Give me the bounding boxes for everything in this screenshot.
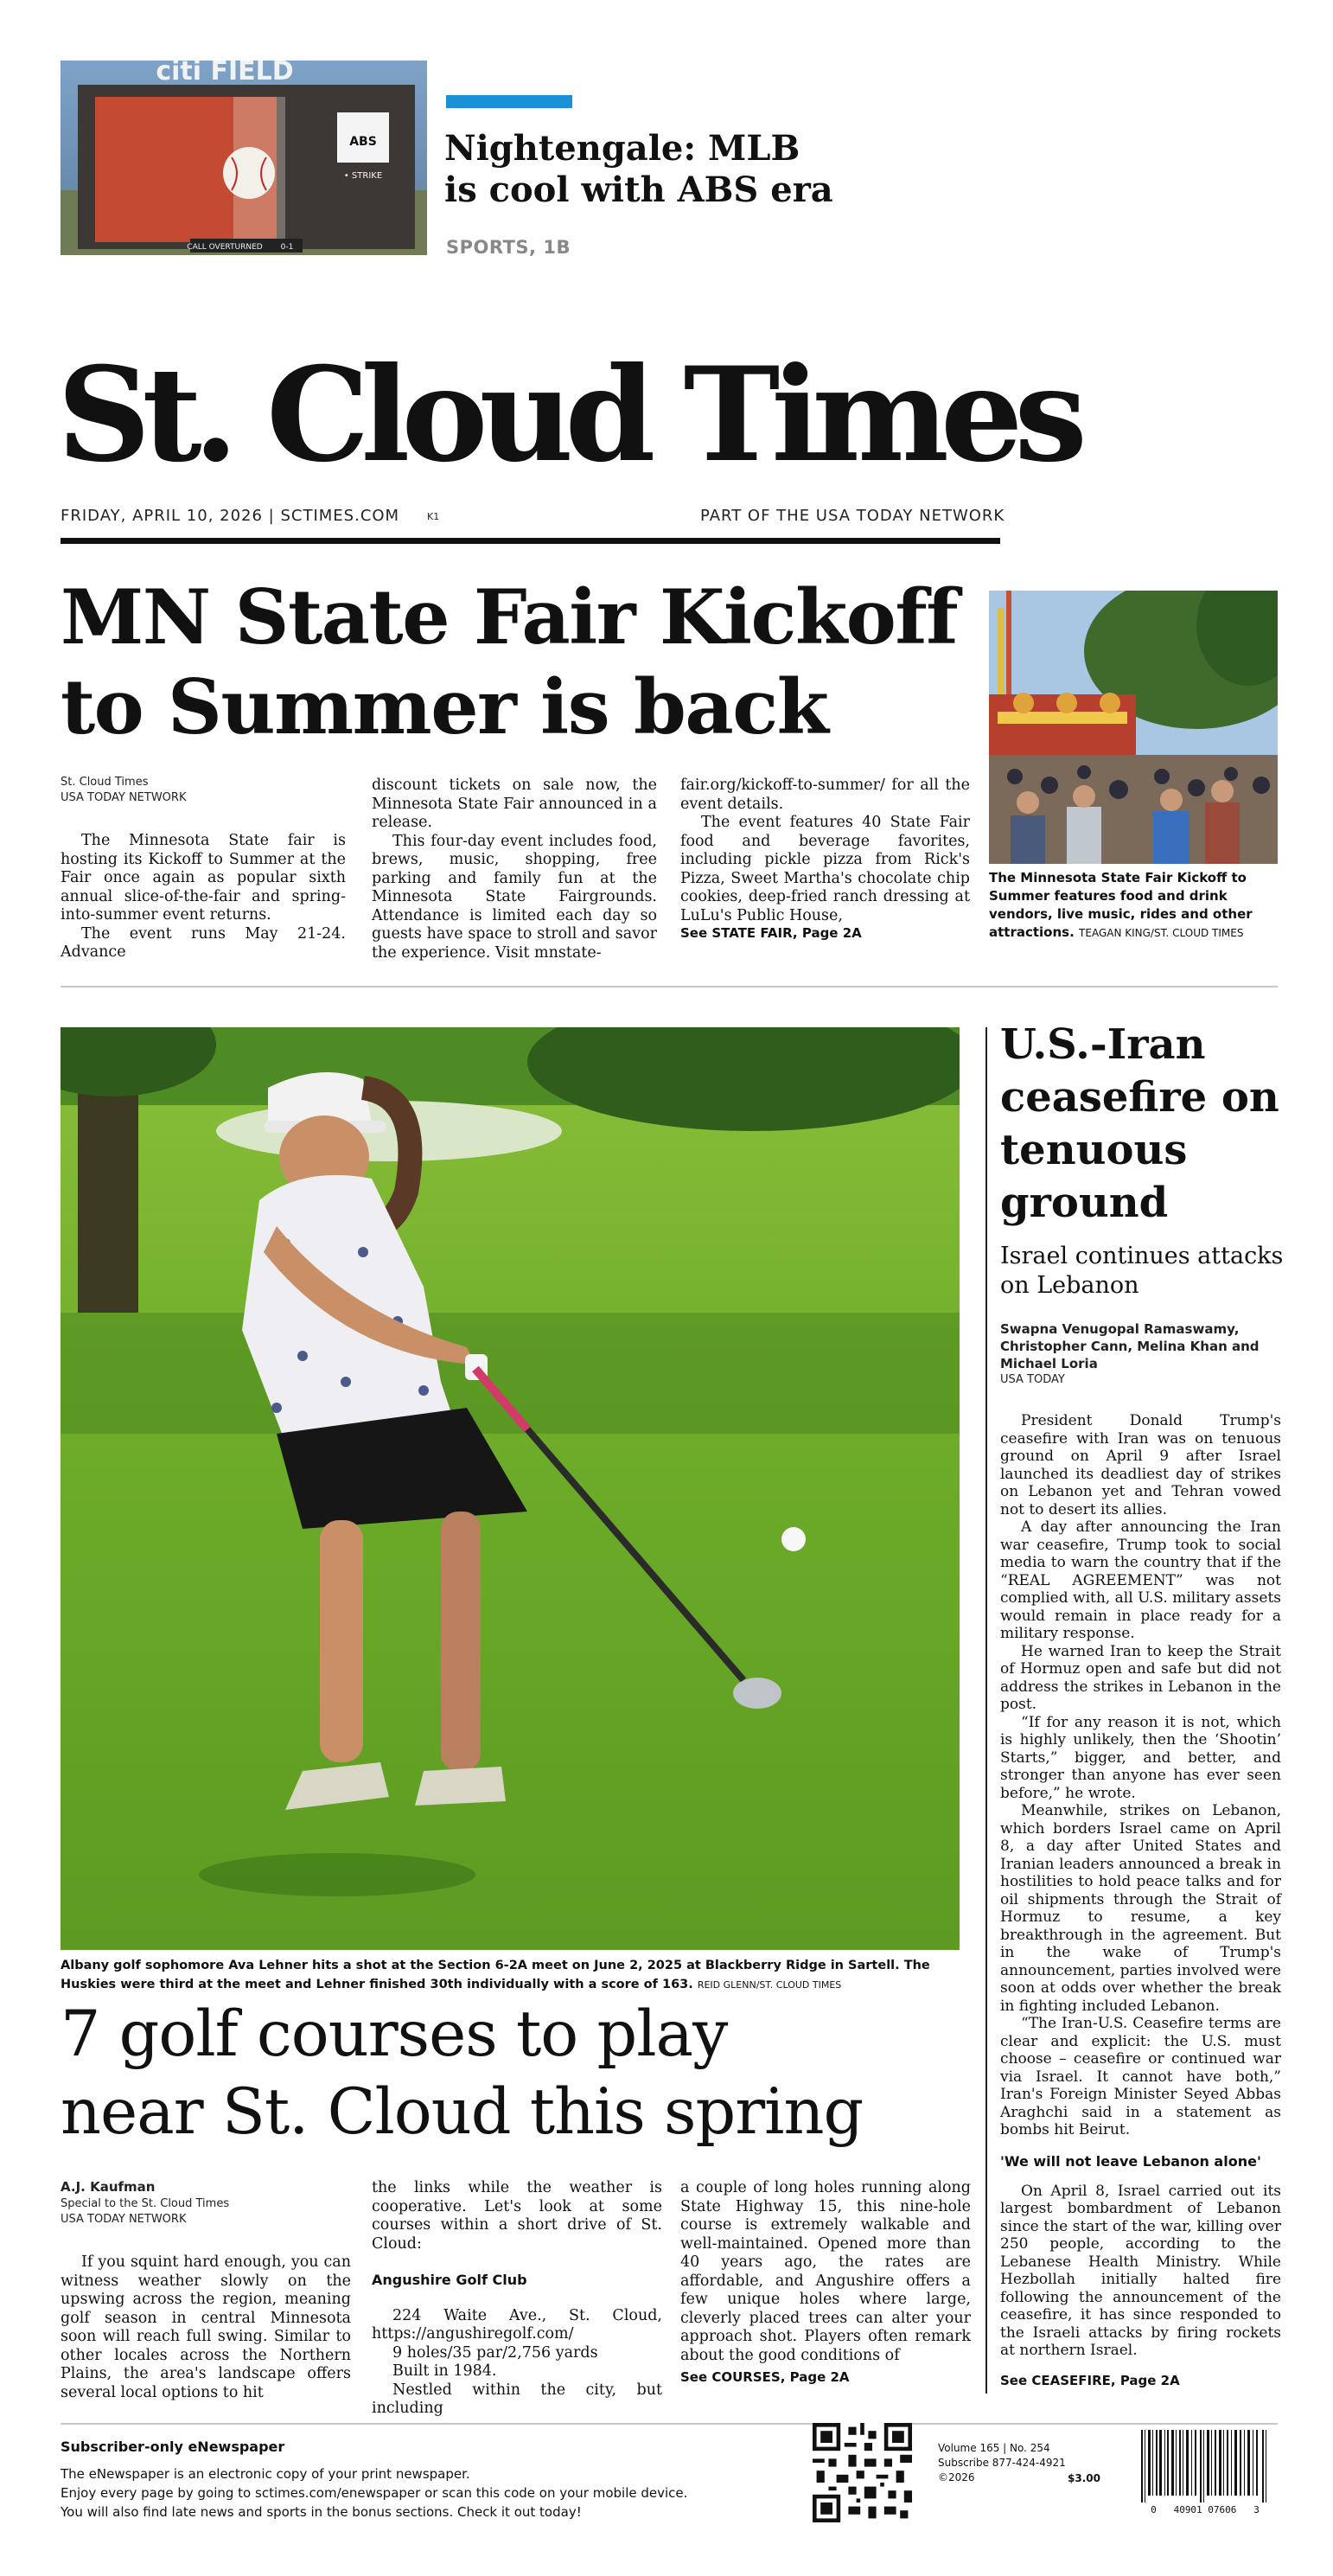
publication-info	[938, 2441, 1066, 2485]
iran-paragraph: “The Iran-U.S. Ceasefire terms are clear and explicit: the U.S. must choose – ceasefire or continued war via Israel. It cannot have both,” Iran's Foreign Minister Seyed Abbas Araghchi said in a statement as bombs hit Beirut.	[1000, 2015, 1281, 2138]
golf-byline-org: USA TODAY NETWORK	[61, 2213, 187, 2226]
iran-deck: Israel continues attacks on Lebanon	[1000, 1243, 1284, 1299]
iran-headline[interactable]: U.S.-Iran ceasefire on tenuous ground	[1000, 1020, 1279, 1227]
mlb-teaser-photo[interactable]	[61, 61, 427, 255]
course-subhead: Angushire Golf Club	[372, 2272, 527, 2288]
enewspaper-line2: Enjoy every page by going to sctimes.com/enewspaper or scan this code on your mobile device.	[61, 2485, 688, 2501]
golf-headline-line2[interactable]: near St. Cloud this spring	[61, 2075, 864, 2149]
lead-paragraph: discount tickets on sale now, the Minnesota State Fair announced in a release.	[372, 777, 657, 831]
scoreboard-strike: • STRIKE	[343, 171, 383, 181]
courses-jump-link[interactable]: See COURSES, Page 2A	[680, 2369, 850, 2385]
masthead-rule	[61, 538, 1000, 544]
newspaper-nameplate: St. Cloud Times	[57, 339, 1079, 491]
state-fair-photo-credit: TEAGAN KING/ST. CLOUD TIMES	[1079, 927, 1244, 939]
scoreboard-count: 0-1	[280, 243, 294, 252]
golf-byline-name: A.J. Kaufman	[61, 2179, 156, 2195]
iran-subhead: 'We will not leave Lebanon alone'	[1000, 2152, 1261, 2170]
teaser-headline-line2[interactable]: is cool with ABS era	[444, 169, 833, 210]
lead-column-2	[372, 777, 657, 962]
golf-column-2	[372, 2179, 662, 2419]
lead-paragraph: The Minnesota State fair is hosting its Kickoff to Summer at the Fair once again as popular sixth annual slice-of-the-fair and spring-into-summer event returns.	[61, 832, 346, 924]
volume-number: Volume 165 | No. 254	[938, 2442, 1050, 2454]
course-built: Built in 1984.	[392, 2362, 497, 2380]
golf-caption-text: Albany golf sophomore Ava Lehner hits a shot at the Section 6-2A meet on June 2, 2025 at Blackberry Ridge in Sartell. The Huskies were third at the meet and Lehner finished 30th individually with a score of 163.	[61, 1959, 930, 1991]
lead-byline-org: USA TODAY NETWORK	[61, 791, 187, 804]
qr-code-icon[interactable]	[813, 2423, 912, 2522]
edition-code: K1	[427, 511, 440, 522]
golf-headline-line1[interactable]: 7 golf courses to play	[61, 1998, 728, 2071]
teaser-headline[interactable]	[444, 128, 851, 211]
golf-paragraph: If you squint hard enough, you can witness weather slowly on the upswing across the region, meaning golf season in central Minnesota soon will reach full swing. Similar to other locales across the Northern Plains, the area's landscape offers several local options to hit	[61, 2253, 351, 2401]
iran-paragraph: President Donald Trump's ceasefire with Iran was on tenuous ground on April 9 after Israel launched its deadliest day of strikes on Lebanon yet and Tehran vowed not to desert its allies.	[1000, 1412, 1281, 1518]
golf-paragraph: a couple of long holes running along State Highway 15, this nine-hole course is extremely walkable and well-maintained. Opened more than 40 years ago, the rates are affordable, and Angushire offers a few unique holes where large, cleverly placed trees can alter your approach shot. Players often remark about the good conditions of	[680, 2179, 971, 2364]
subscribe-phone: Subscribe 877-424-4921	[938, 2457, 1066, 2469]
teaser-section-label[interactable]: SPORTS, 1B	[446, 237, 571, 258]
iran-paragraph: “If for any reason it is not, which is highly unlikely, then the ‘Shootin’ Starts,” bigger, and better, and stronger than anyone has ever seen before,” he wrote.	[1000, 1713, 1281, 1802]
lead-paragraph: The event features 40 State Fair food and beverage favorites, including pickle pizza from Rick's Pizza, Sweet Martha's chocolate chip cookies, deep-fried ranch dressing at LuLu's Public House,	[680, 814, 970, 924]
section-divider	[61, 986, 1278, 988]
golf-photo[interactable]	[61, 1027, 960, 1950]
lead-column-3	[680, 777, 970, 925]
state-fair-photo[interactable]	[989, 591, 1278, 864]
barcode-icon	[1132, 2426, 1278, 2516]
iran-paragraph: He warned Iran to keep the Strait of Hormuz open and safe but did not address the strikes in Lebanon in the post.	[1000, 1642, 1281, 1713]
enewspaper-text	[61, 2464, 804, 2522]
footer-rule	[61, 2423, 1278, 2425]
iran-paragraph: On April 8, Israel carried out its largest bombardment of Lebanon since the start of the war, killing over 250 people, according to the Lebanese Health Ministry. While Hezbollah initially halted fire following the announcement of the ceasefire, it has since responded to the Israeli attacks by firing rockets at northern Israel.	[1000, 2182, 1281, 2359]
golf-byline-role: Special to the St. Cloud Times	[61, 2197, 230, 2210]
golf-paragraph: Nestled within the city, but including	[372, 2381, 662, 2417]
golf-photo-credit: REID GLENN/ST. CLOUD TIMES	[697, 1979, 842, 1991]
lead-headline[interactable]	[61, 572, 994, 752]
lead-headline-line2[interactable]: to Summer is back	[61, 662, 828, 751]
lead-headline-line1[interactable]: MN State Fair Kickoff	[61, 572, 958, 662]
teaser-headline-line1[interactable]: Nightengale: MLB	[444, 128, 800, 169]
iran-byline-names: Swapna Venugopal Ramaswamy, Christopher Cann, Melina Khan and Michael Loria	[1000, 1321, 1260, 1371]
copyright: ©2026	[938, 2471, 975, 2483]
network-tagline: PART OF THE USA TODAY NETWORK	[700, 507, 1005, 525]
enewspaper-title: Subscriber-only eNewspaper	[61, 2439, 285, 2455]
iran-byline-org: USA TODAY	[1000, 1373, 1065, 1386]
stadium-sign: citi FIELD	[156, 61, 294, 86]
lead-paragraph: This four-day event includes food, brews, music, shopping, free parking and family fun at the Minnesota State Fairgrounds. Attendance is limited each day so guests have space to stroll and savor the experience. Visit mnstate-	[372, 832, 657, 962]
iran-paragraph: A day after announcing the Iran war ceasefire, Trump took to social media to warn the country that if the “REAL AGREEMENT” was not complied with, all U.S. military assets would remain in place ready for a military response.	[1000, 1518, 1281, 1642]
state-fair-caption	[989, 869, 1278, 943]
scoreboard-badge: ABS	[349, 135, 377, 149]
course-address: 224 Waite Ave., St. Cloud, https://angushiregolf.com/	[372, 2306, 662, 2343]
lead-paragraph: The event runs May 21-24. Advance	[61, 924, 346, 961]
enewspaper-line3: You will also find late news and sports in the bonus sections. Check it out today!	[61, 2504, 582, 2520]
dateline: FRIDAY, APRIL 10, 2026 | SCTIMES.COM	[61, 507, 400, 525]
golf-headline[interactable]	[61, 1996, 977, 2151]
iran-byline	[1000, 1320, 1285, 1388]
iran-body	[1000, 1412, 1281, 2389]
state-fair-jump-link[interactable]: See STATE FAIR, Page 2A	[680, 925, 862, 941]
golf-column-1	[61, 2253, 351, 2402]
enewspaper-line1: The eNewspaper is an electronic copy of your print newspaper.	[61, 2466, 470, 2482]
lead-byline-name: St. Cloud Times	[61, 776, 149, 789]
golf-byline	[61, 2179, 337, 2228]
ceasefire-jump-link[interactable]: See CEASEFIRE, Page 2A	[1000, 2372, 1180, 2388]
cover-price: $3.00	[1068, 2472, 1100, 2484]
lead-column-1	[61, 832, 346, 962]
teaser-accent-bar	[446, 95, 572, 108]
golf-photo-caption	[61, 1956, 960, 1995]
lead-paragraph: fair.org/kickoff-to-summer/ for all the event details.	[680, 777, 970, 813]
lead-byline	[61, 775, 337, 806]
scoreboard-footer: CALL OVERTURNED	[187, 243, 263, 252]
barcode-digits: 0 40901 07606 3	[1151, 2504, 1260, 2515]
golf-paragraph: the links while the weather is cooperative. Let's look at some courses within a short drive of St. Cloud:	[372, 2179, 662, 2253]
golf-column-3	[680, 2179, 971, 2365]
course-stats: 9 holes/35 par/2,756 yards	[392, 2343, 598, 2362]
state-fair-caption-text: The Minnesota State Fair Kickoff to Summer features food and drink vendors, live music, rides and other attractions.	[989, 870, 1253, 940]
iran-paragraph: Meanwhile, strikes on Lebanon, which borders Israel came on April 8, a day after United States and Iranian leaders announced a break in hostilities to hold peace talks and for oil shipments through the Strait of Hormuz to resume, a key breakthrough in the agreement. But in the wake of Trump's announcement, parties involved were soon at odds over whether the break in fighting included Lebanon.	[1000, 1802, 1281, 2015]
column-rule	[985, 1027, 987, 2394]
